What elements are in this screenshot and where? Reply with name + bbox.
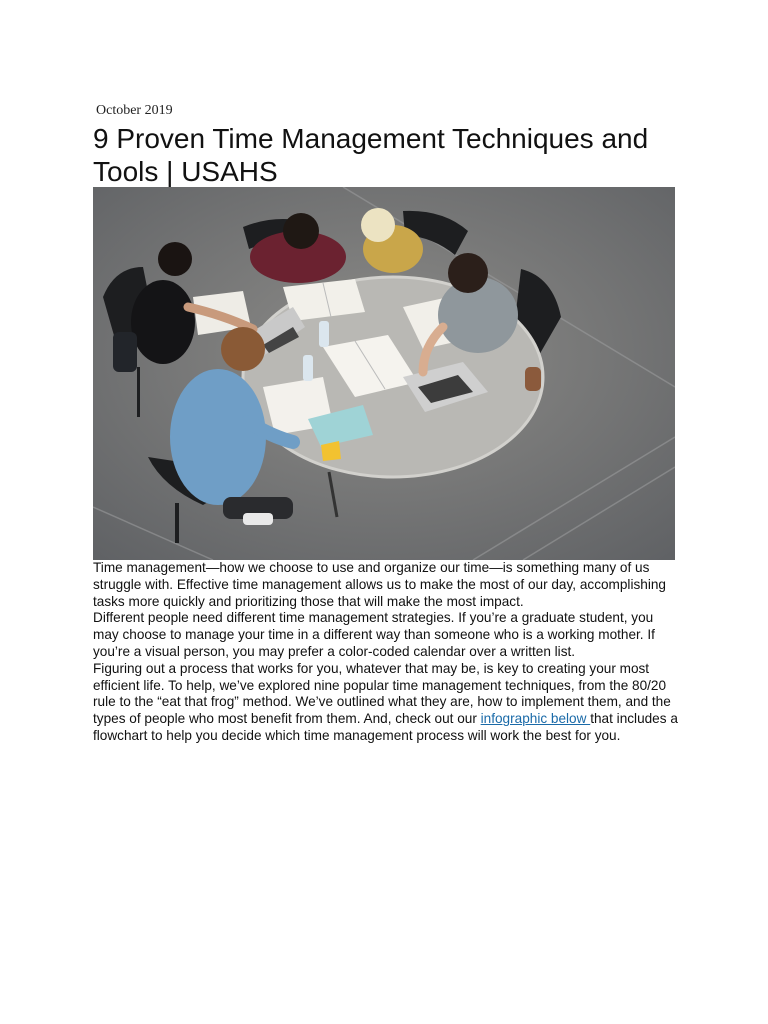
paragraph-3-text-end: that includes a flowchart to help you decide which time management process will work the best for you. xyxy=(93,711,678,743)
publish-date: October 2019 xyxy=(96,103,173,118)
article-body xyxy=(93,560,678,745)
infographic-link[interactable]: infographic below xyxy=(480,711,591,727)
paragraph-3 xyxy=(93,661,678,745)
paragraph-1: Time management—how we choose to use and organize our time—is something many of us struggle with. Effective time management allows us to make the most of our day, accomplishing tasks more quickly and prioritizing those that will make the most impact. xyxy=(93,560,666,609)
students-studying-photo xyxy=(93,187,675,560)
paragraph-3-text-start: Figuring out a process that works for you, whatever that may be, is key to creating your most efficient life. To help, we’ve explored nine popular time management techniques, from the 80/20 rule to the “eat that frog” method. We’ve outlined what they are, how to implement them, and the types of people who most benefit from them. And, check out our xyxy=(93,660,671,727)
page-title: 9 Proven Time Management Techniques and Tools | USAHS xyxy=(93,123,649,187)
paragraph-2: Different people need different time management strategies. If you’re a graduate student, you may choose to manage your time in a different way than someone who is a working mother. If you’re a visual person, you may prefer a color-coded calendar over a written list. xyxy=(93,610,655,659)
